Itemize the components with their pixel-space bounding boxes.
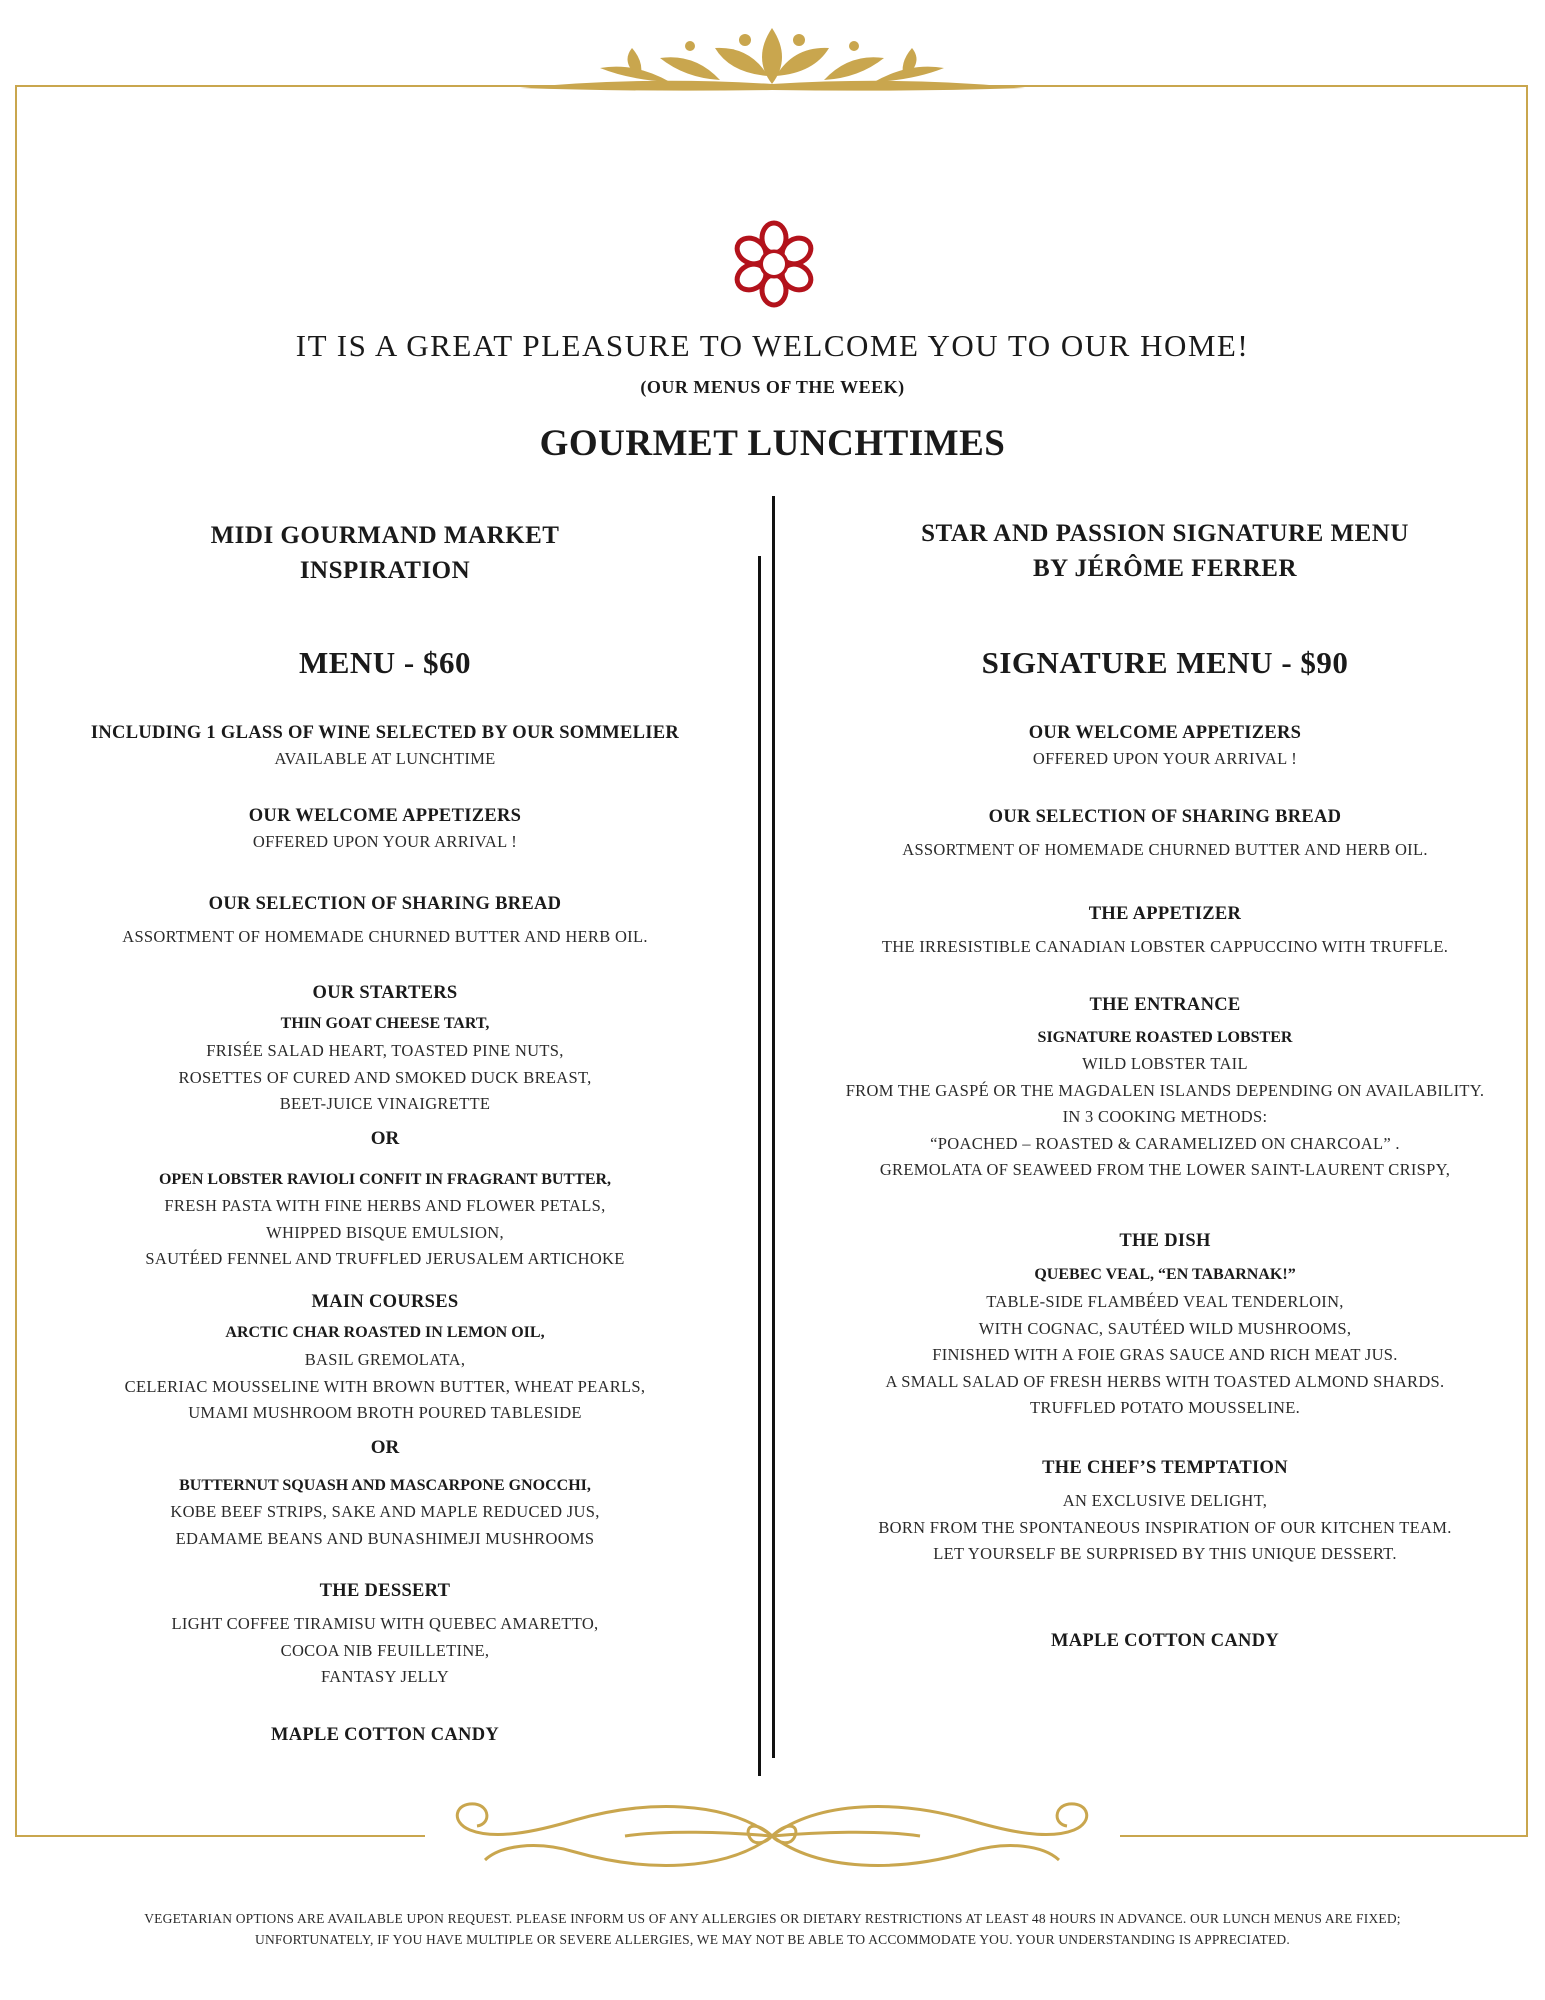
welcome-appetizers-note: OFFERED UPON YOUR ARRIVAL ! [252, 832, 518, 851]
chefs-temptation-description: AN EXCLUSIVE DELIGHT, BORN FROM THE SPONTANEOUS INSPIRATION OF OUR KITCHEN TEAM. LET YOURSELF BE SURPRISED BY THIS UNIQUE DESSERT. [878, 1491, 1452, 1563]
menus-of-week-label: (OUR MENUS OF THE WEEK) [640, 377, 905, 397]
entrance-description: WILD LOBSTER TAIL FROM THE GASPÉ OR THE MAGDALEN ISLANDS DEPENDING ON AVAILABILITY. IN 3 COOKING METHODS: “POACHED – ROASTED & CARAMELIZED ON CHARCOAL” . GREMOLATA OF SEAWEED FROM THE LOWER SAINT-LAURENT CRISPY, [845, 1054, 1485, 1179]
dessert-heading: THE DESSERT [319, 1581, 451, 1601]
wine-heading: INCLUDING 1 GLASS OF WINE SELECTED BY OUR SOMMELIER [90, 723, 680, 743]
welcome-message: IT IS A GREAT PLEASURE TO WELCOME YOU TO OUR HOME! [295, 328, 1250, 363]
starters-heading: OUR STARTERS [312, 983, 458, 1003]
main-2-title: BUTTERNUT SQUASH AND MASCARPONE GNOCCHI, [179, 1477, 591, 1494]
or-separator: OR [370, 1128, 400, 1149]
page-title: GOURMET LUNCHTIMES [539, 423, 1006, 464]
chefs-temptation-heading: THE CHEF’S TEMPTATION [1042, 1458, 1288, 1478]
left-menu-title: MIDI GOURMAND MARKET INSPIRATION [210, 522, 560, 584]
appetizer-heading: THE APPETIZER [1088, 904, 1242, 924]
right-menu-price: SIGNATURE MENU - $90 [981, 645, 1349, 680]
main-1-title: ARCTIC CHAR ROASTED IN LEMON OIL, [225, 1324, 545, 1341]
welcome-appetizers-note: OFFERED UPON YOUR ARRIVAL ! [1032, 749, 1298, 768]
entrance-title: SIGNATURE ROASTED LOBSTER [1037, 1029, 1293, 1046]
main-2-description: KOBE BEEF STRIPS, SAKE AND MAPLE REDUCED JUS, EDAMAME BEANS AND BUNASHIMEJI MUSHROOMS [170, 1502, 600, 1548]
or-separator: OR [370, 1437, 400, 1458]
starter-1-title: THIN GOAT CHEESE TART, [280, 1015, 490, 1032]
dish-description: TABLE-SIDE FLAMBÉED VEAL TENDERLOIN, WITH COGNAC, SAUTÉED WILD MUSHROOMS, FINISHED WITH A FOIE GRAS SAUCE AND RICH MEAT JUS. A SMALL SALAD OF FRESH HERBS WITH TOASTED ALMOND SHARDS. TRUFFLED POTATO MOUSSELINE. [885, 1292, 1445, 1417]
starter-2-description: FRESH PASTA WITH FINE HERBS AND FLOWER PETALS, WHIPPED BISQUE EMULSION, SAUTÉED FENNEL AND TRUFFLED JERUSALEM ARTICHOKE [145, 1196, 625, 1268]
starter-2-title: OPEN LOBSTER RAVIOLI CONFIT IN FRAGRANT BUTTER, [158, 1171, 612, 1188]
column-divider [772, 496, 775, 1758]
gold-leaf-ornament-icon [520, 18, 1025, 96]
dish-title: QUEBEC VEAL, “EN TABARNAK!” [1034, 1266, 1296, 1283]
sharing-bread-note: ASSORTMENT OF HOMEMADE CHURNED BUTTER AND HERB OIL. [902, 840, 1428, 859]
main-courses-heading: MAIN COURSES [311, 1292, 459, 1312]
closing-item: MAPLE COTTON CANDY [1050, 1631, 1280, 1651]
welcome-appetizers-heading: OUR WELCOME APPETIZERS [1028, 723, 1302, 743]
allergy-footer-note: VEGETARIAN OPTIONS ARE AVAILABLE UPON REQUEST. PLEASE INFORM US OF ANY ALLERGIES OR DIETARY RESTRICTIONS AT LEAST 48 HOURS IN ADVANCE. OUR LUNCH MENUS ARE FIXED; UNFORTUNATELY, IF YOU HAVE MULTIPLE OR SEVERE ALLERGIES, WE MAY NOT BE ABLE TO ACCOMMODATE YOU. YOUR UNDERSTANDING IS APPRECIATED. [144, 1911, 1401, 1947]
michelin-flower-icon [732, 218, 816, 310]
welcome-appetizers-heading: OUR WELCOME APPETIZERS [248, 806, 522, 826]
entrance-heading: THE ENTRANCE [1089, 995, 1241, 1015]
starter-1-description: FRISÉE SALAD HEART, TOASTED PINE NUTS, ROSETTES OF CURED AND SMOKED DUCK BREAST, BEET-JUICE VINAIGRETTE [178, 1041, 592, 1113]
main-1-description: BASIL GREMOLATA, CELERIAC MOUSSELINE WITH BROWN BUTTER, WHEAT PEARLS, UMAMI MUSHROOM BROTH POURED TABLESIDE [124, 1350, 646, 1422]
column-divider-inner [758, 556, 761, 1776]
dish-heading: THE DISH [1119, 1231, 1211, 1251]
dessert-description: LIGHT COFFEE TIRAMISU WITH QUEBEC AMARETTO, COCOA NIB FEUILLETINE, FANTASY JELLY [171, 1614, 599, 1686]
sharing-bread-heading: OUR SELECTION OF SHARING BREAD [988, 807, 1342, 827]
right-menu-title: STAR AND PASSION SIGNATURE MENU BY JÉRÔME FERRER [921, 520, 1409, 582]
gold-scroll-ornament-icon [425, 1790, 1120, 1882]
left-menu-price: MENU - $60 [298, 645, 472, 680]
wine-note: AVAILABLE AT LUNCHTIME [274, 749, 496, 768]
sharing-bread-note: ASSORTMENT OF HOMEMADE CHURNED BUTTER AND HERB OIL. [122, 927, 648, 946]
appetizer-note: THE IRRESISTIBLE CANADIAN LOBSTER CAPPUCCINO WITH TRUFFLE. [881, 937, 1449, 956]
closing-item: MAPLE COTTON CANDY [270, 1725, 500, 1745]
sharing-bread-heading: OUR SELECTION OF SHARING BREAD [208, 894, 562, 914]
